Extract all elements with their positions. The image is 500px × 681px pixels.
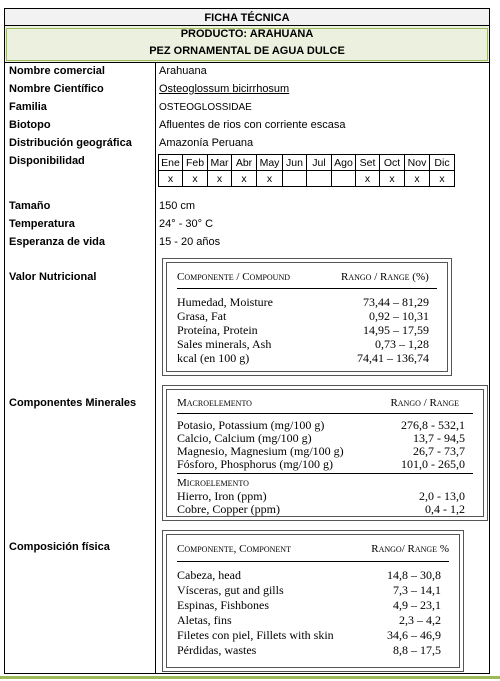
- minerals-macro-name: Magnesio, Magnesium (mg/100 g): [177, 444, 344, 458]
- label-size: Tamaño: [9, 200, 51, 212]
- physical-row-range: 7,3 – 14,1: [393, 583, 441, 597]
- physical-row-name: Pérdidas, wastes: [177, 643, 257, 657]
- label-availability: Disponibilidad: [9, 155, 85, 167]
- nutrition-col-range: Rango / Range (%): [341, 271, 429, 283]
- physical-row-name: Espinas, Fishbones: [177, 598, 270, 612]
- label-temperature: Temperatura: [9, 218, 75, 230]
- nutrition-row-range: 0,92 – 10,31: [369, 309, 429, 323]
- month-mark: x: [405, 171, 430, 187]
- value-distribution: Amazonía Peruana: [159, 137, 254, 149]
- month-mark: [332, 171, 356, 187]
- physical-row-range: 4,9 – 23,1: [393, 598, 441, 612]
- minerals-range-header: Rango / Range: [390, 397, 459, 409]
- sheet-title: FICHA TÉCNICA: [4, 8, 490, 26]
- nutrition-row-range: 73,44 – 81,29: [363, 295, 429, 309]
- column-divider: [155, 63, 156, 674]
- availability-marks-row: [159, 171, 455, 187]
- month-cell: Abr: [232, 155, 257, 171]
- value-scientific-name: Osteoglossum bicirrhosum: [159, 83, 290, 95]
- minerals-section-rule: [177, 473, 473, 474]
- nutrition-col-component: Componente / Compound: [177, 271, 291, 283]
- label-mineral-components: Componentes Minerales: [9, 397, 137, 409]
- physical-row-name: Vísceras, gut and gills: [177, 583, 284, 597]
- technical-sheet: [4, 8, 492, 674]
- availability-table: [158, 154, 455, 187]
- nutrition-row-range: 14,95 – 17,59: [363, 323, 429, 337]
- minerals-macro-range: 276,8 - 532,1: [401, 418, 465, 432]
- nutrition-row-name: Proteína, Protein: [177, 323, 258, 337]
- physical-col-component: Componente, Component: [177, 543, 291, 555]
- month-mark: x: [380, 171, 405, 187]
- minerals-micro-range: 0,4 - 1,2: [425, 502, 465, 516]
- minerals-header-rule: [177, 413, 473, 414]
- month-mark: x: [232, 171, 257, 187]
- month-cell: Oct: [380, 155, 405, 171]
- product-name: PRODUCTO: ARAHUANA: [180, 28, 314, 40]
- nutrition-row-range: 0,73 – 1,28: [375, 337, 429, 351]
- nutrition-header-rule: [177, 288, 437, 289]
- minerals-micro-range: 2,0 - 13,0: [419, 489, 465, 503]
- product-subtitle: PEZ ORNAMENTAL DE AGUA DULCE: [149, 45, 345, 57]
- physical-row-name: Cabeza, head: [177, 568, 241, 582]
- month-mark: [307, 171, 332, 187]
- value-biotope: Afluentes de rios con corriente escasa: [159, 119, 346, 131]
- value-temperature: 24° - 30° C: [159, 218, 214, 230]
- label-biotope: Biotopo: [9, 119, 51, 131]
- physical-row-range: 8,8 – 17,5: [393, 643, 441, 657]
- label-commercial-name: Nombre comercial: [9, 65, 105, 77]
- nutrition-row-name: Grasa, Fat: [177, 309, 227, 323]
- month-mark: x: [159, 171, 183, 187]
- label-life-expectancy: Esperanza de vida: [9, 236, 105, 248]
- nutrition-table: [162, 258, 452, 376]
- minerals-macro-header: Macroelemento: [177, 397, 252, 409]
- month-mark: [283, 171, 307, 187]
- physical-col-range: Rango/ Range %: [371, 543, 449, 555]
- label-physical-composition: Composición física: [9, 541, 110, 553]
- minerals-macro-range: 101,0 - 265,0: [401, 457, 465, 471]
- product-header: [4, 26, 490, 63]
- month-cell: Jul: [307, 155, 332, 171]
- value-size: 150 cm: [159, 200, 196, 212]
- value-family: OSTEOGLOSSIDAE: [159, 102, 252, 113]
- label-nutritional-value: Valor Nutricional: [9, 271, 97, 283]
- physical-header-rule: [177, 561, 449, 562]
- nutrition-row-name: Humedad, Moisture: [177, 295, 273, 309]
- month-cell: May: [257, 155, 283, 171]
- minerals-micro-name: Cobre, Copper (ppm): [177, 502, 280, 516]
- month-cell: Dic: [430, 155, 455, 171]
- nutrition-row-name: Sales minerals, Ash: [177, 337, 272, 351]
- label-family: Familia: [9, 101, 47, 113]
- month-cell: Nov: [405, 155, 430, 171]
- bottom-accent-rule: [0, 676, 500, 679]
- nutrition-row-range: 74,41 – 136,74: [357, 351, 429, 365]
- month-mark: x: [430, 171, 455, 187]
- physical-row-range: 14,8 – 30,8: [387, 568, 441, 582]
- month-mark: x: [208, 171, 232, 187]
- nutrition-row-name: kcal (en 100 g): [177, 351, 250, 365]
- physical-row-range: 34,6 – 46,9: [387, 628, 441, 642]
- label-distribution: Distribución geográfica: [9, 137, 132, 149]
- physical-row-range: 2,3 – 4,2: [399, 613, 441, 627]
- minerals-micro-name: Hierro, Iron (ppm): [177, 489, 267, 503]
- minerals-macro-range: 26,7 - 73,7: [413, 444, 465, 458]
- month-cell: Ene: [159, 155, 183, 171]
- physical-row-name: Aletas, fins: [177, 613, 232, 627]
- label-scientific-name: Nombre Científico: [9, 83, 104, 95]
- minerals-macro-name: Fósforo, Phosphorus (mg/100 g): [177, 457, 334, 471]
- sheet-body: [4, 63, 490, 674]
- month-cell: Set: [356, 155, 380, 171]
- minerals-micro-header: Microelemento: [177, 477, 249, 489]
- month-mark: x: [356, 171, 380, 187]
- minerals-table: [162, 385, 488, 521]
- value-commercial-name: Arahuana: [159, 65, 207, 77]
- physical-row-name: Filetes con piel, Fillets with skin: [177, 628, 334, 642]
- value-life-expectancy: 15 - 20 años: [159, 236, 221, 248]
- month-cell: Jun: [283, 155, 307, 171]
- physical-table: [162, 530, 464, 672]
- availability-months-row: [159, 155, 455, 171]
- month-cell: Feb: [183, 155, 208, 171]
- minerals-macro-name: Potasio, Potassium (mg/100 g): [177, 418, 325, 432]
- month-cell: Ago: [332, 155, 356, 171]
- month-mark: x: [183, 171, 208, 187]
- minerals-macro-name: Calcio, Calcium (mg/100 g): [177, 431, 312, 445]
- month-mark: x: [257, 171, 283, 187]
- month-cell: Mar: [208, 155, 232, 171]
- minerals-macro-range: 13,7 - 94,5: [413, 431, 465, 445]
